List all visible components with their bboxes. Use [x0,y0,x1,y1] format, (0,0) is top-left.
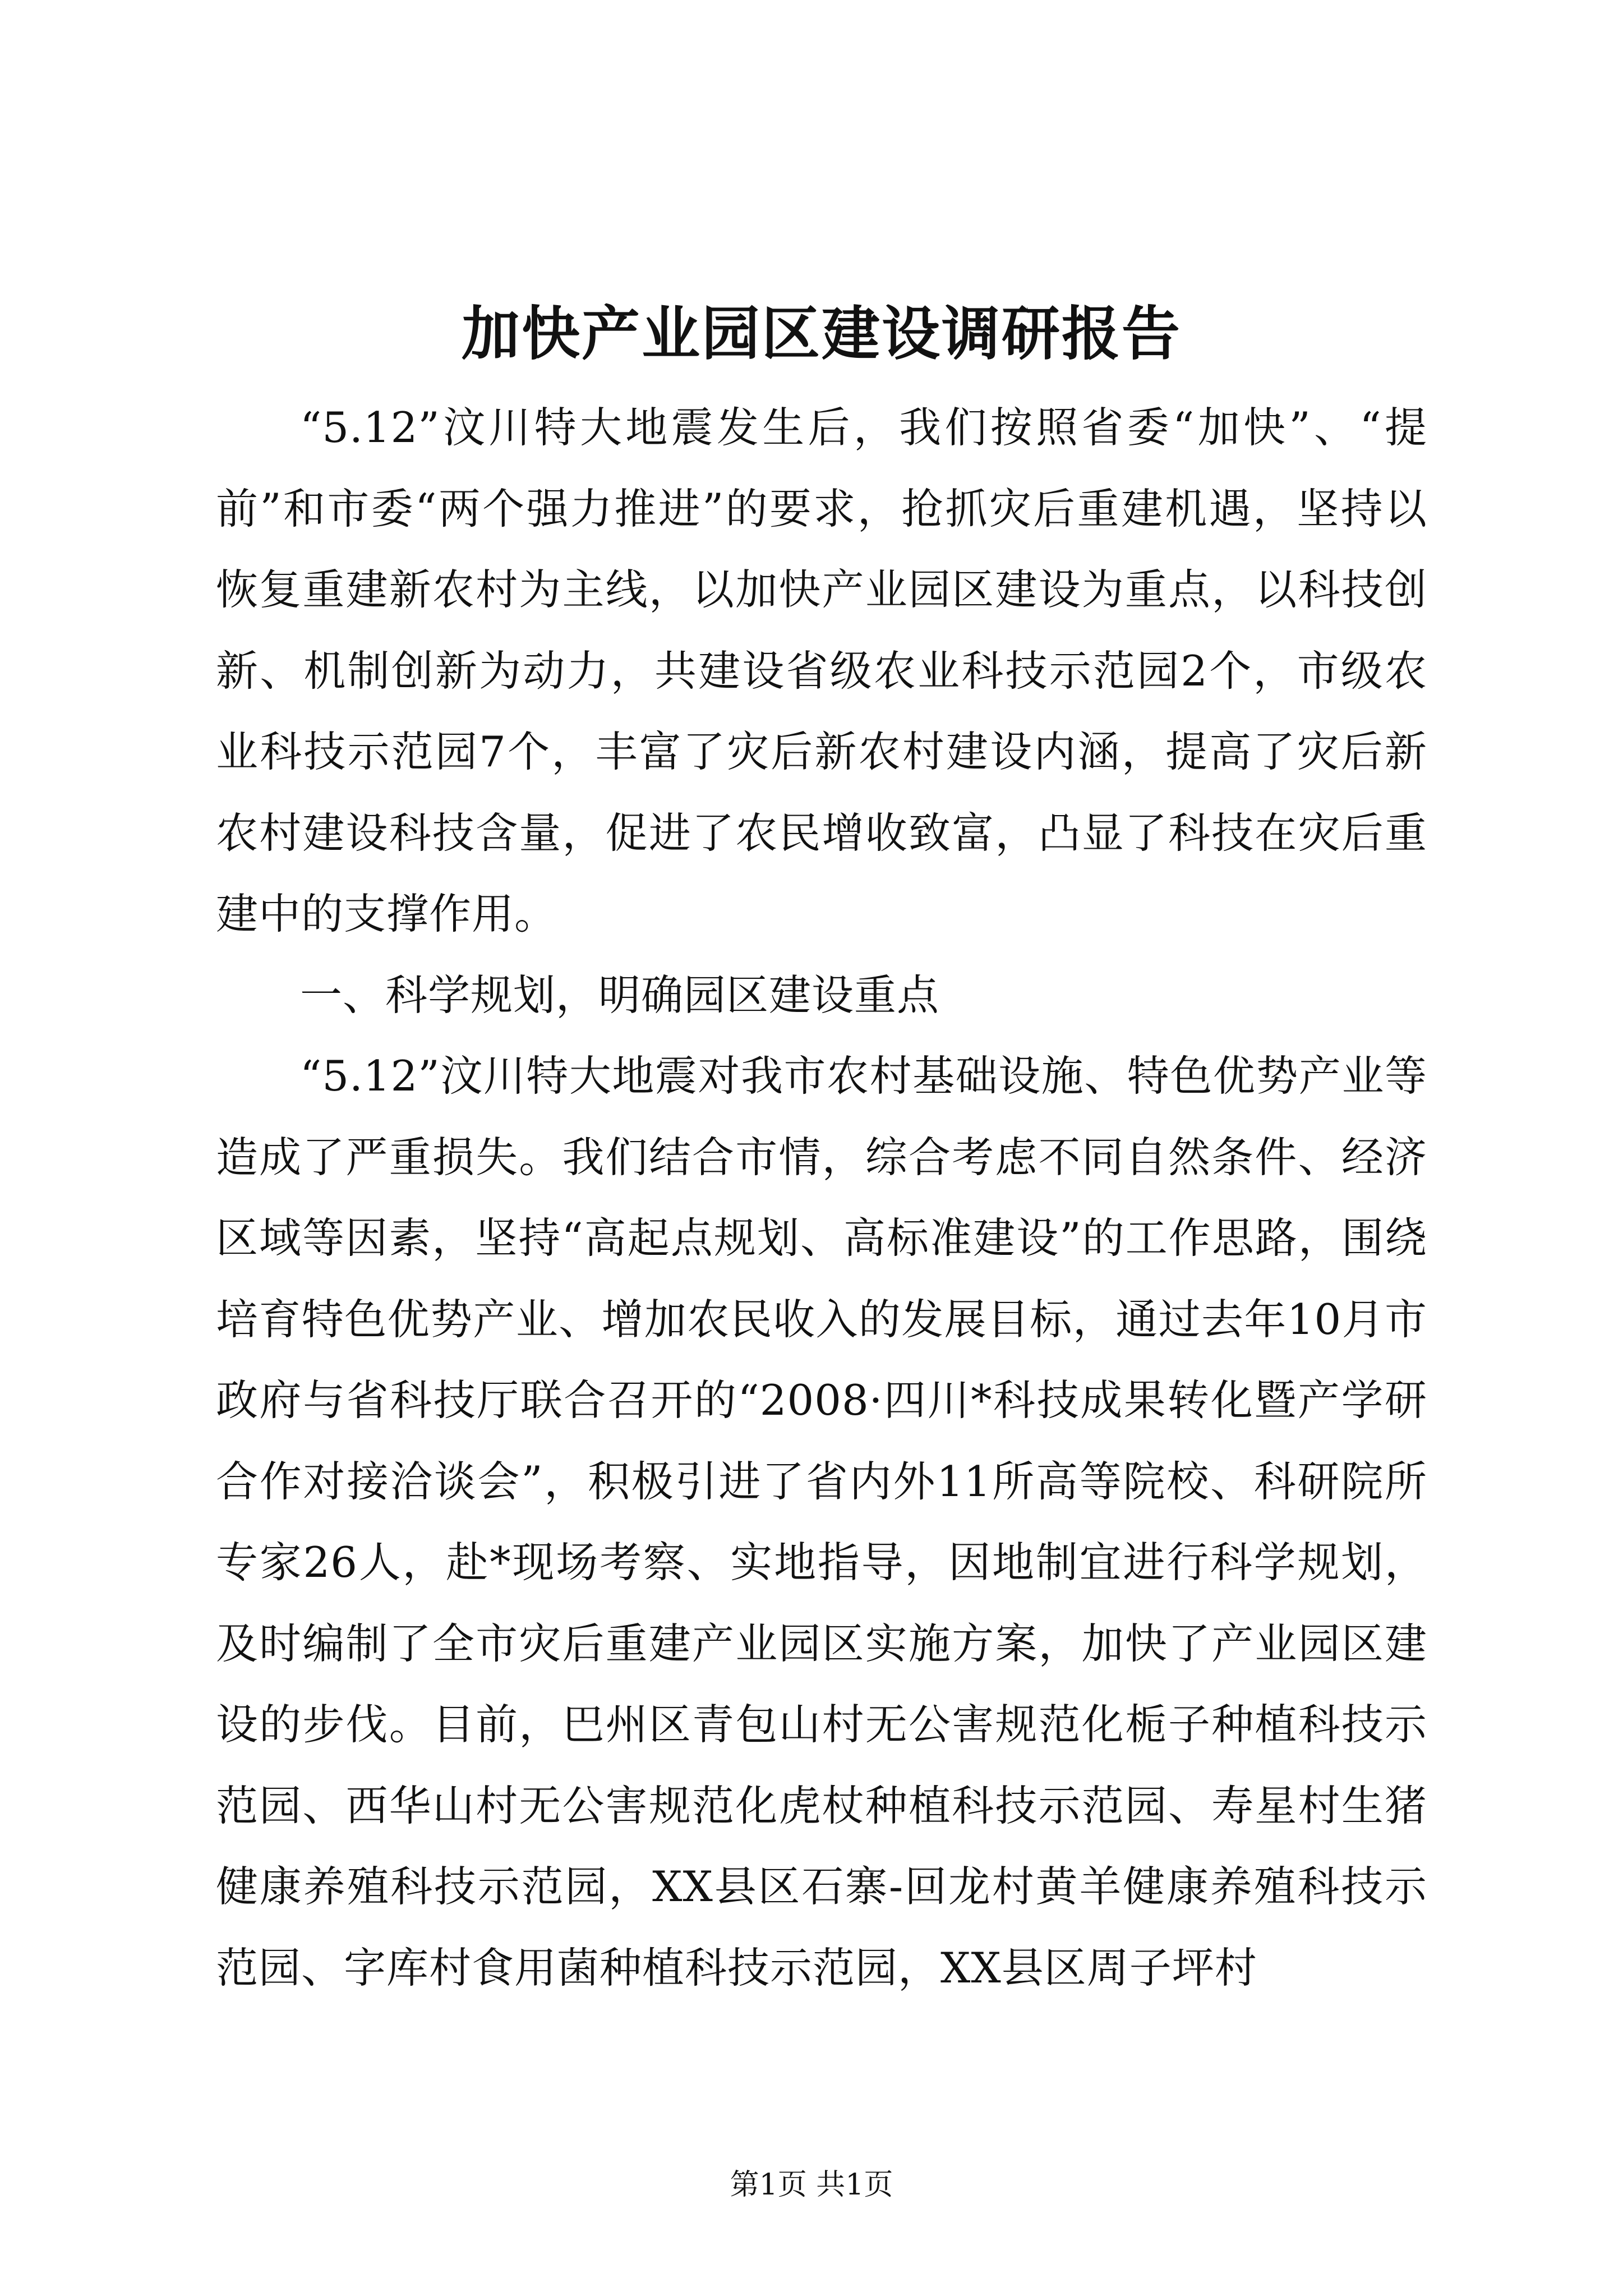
page-footer: 第1页 共1页 [730,2168,893,2202]
section-1-paragraph: “5.12”汶川特大地震对我市农村基础设施、特色优势产业等造成了严重损失。我们结合市情，综合考虑不同自然条件、经济区域等因素，坚持“高起点规划、高标准建设”的工作思路，围绕培育特色优势产业、增加农民收入的发展目标，通过去年10月市政府与省科技厅联合召开的“2008·四川*科技成果转化暨产学研合作对接洽谈会”，积极引进了省内外11所高等院校、科研院所专家26人，赴*现场考察、实地指导，因地制宜进行科学规划，及时编制了全市灾后重建产业园区实施方案，加快了产业园区建设的步伐。目前，巴州区青包山村无公害规范化栀子种植科技示范园、西华山村无公害规范化虎杖种植科技示范园、寿星村生猪健康养殖科技示范园，XX县区石寨-回龙村黄羊健康养殖科技示范园、字库村食用菌种植科技示范园，XX县区周子坪村 [216,1051,1427,1993]
intro-paragraph: “5.12”汶川特大地震发生后，我们按照省委“加快”、“提前”和市委“两个强力推进”的要求，抢抓灾后重建机遇，坚持以恢复重建新农村为主线，以加快产业园区建设为重点，以科技创新、机制创新为动力，共建设省级农业科技示范园2个，市级农业科技示范园7个，丰富了灾后新农村建设内涵，提高了灾后新农村建设科技含量，促进了农民增收致富，凸显了科技在灾后重建中的支撑作用。 [216,403,1427,938]
document-body [216,280,1427,2008]
section-heading-1: 一、科学规划，明确园区建设重点 [300,970,940,1020]
document-title: 加快产业园区建设调研报告 [461,299,1182,368]
